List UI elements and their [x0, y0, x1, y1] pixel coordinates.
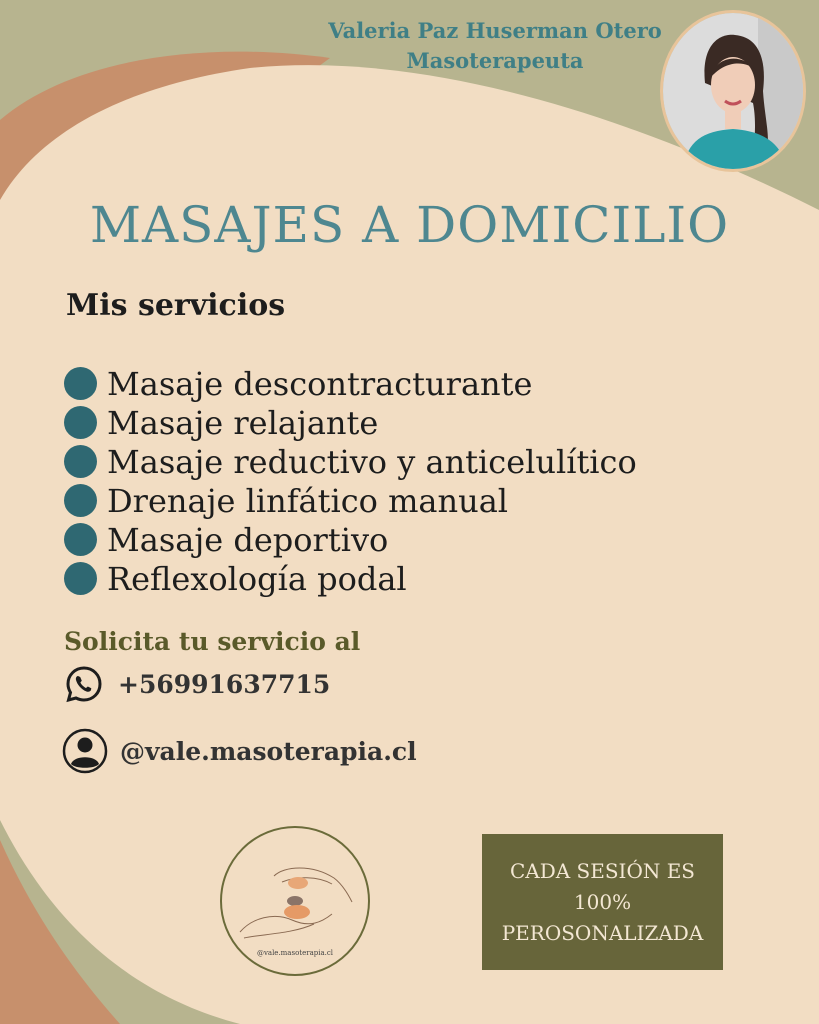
therapist-role: Masoterapeuta [406, 48, 584, 73]
personalized-badge [482, 834, 723, 970]
services-list [64, 364, 637, 598]
badge-line: 100% [573, 889, 632, 914]
bullet-icon [64, 523, 97, 556]
social-handle: @vale.masoterapia.cl [120, 736, 417, 766]
brand-logo [220, 826, 370, 976]
bullet-icon [64, 484, 97, 517]
service-item [64, 403, 637, 442]
therapist-name: Valeria Paz Huserman Otero [328, 18, 662, 43]
bullet-icon [64, 562, 97, 595]
bullet-icon [64, 406, 97, 439]
user-icon [62, 728, 108, 774]
profile-photo [660, 10, 806, 172]
bullet-icon [64, 445, 97, 478]
service-item [64, 364, 637, 403]
portrait-illustration [663, 13, 803, 169]
logo-handle: @vale.masoterapia.cl [256, 949, 334, 957]
service-item [64, 481, 637, 520]
phone-contact[interactable] [64, 664, 330, 704]
bullet-icon [64, 367, 97, 400]
service-item [64, 559, 637, 598]
header-block [300, 16, 690, 76]
service-item [64, 442, 637, 481]
page-title: MASAJES A DOMICILIO [89, 196, 730, 254]
badge-line: PEROSONALIZADA [501, 920, 704, 945]
services-heading: Mis servicios [66, 288, 286, 323]
phone-number: +56991637715 [118, 669, 331, 699]
whatsapp-icon [64, 664, 104, 704]
social-contact[interactable] [62, 728, 417, 774]
service-label: Drenaje linfático manual [107, 481, 509, 520]
service-label: Masaje reductivo y anticelulítico [107, 442, 637, 481]
badge-line: CADA SESIÓN ES [509, 858, 696, 883]
service-label: Reflexología podal [107, 559, 407, 598]
service-item [64, 520, 637, 559]
service-label: Masaje descontracturante [107, 364, 533, 403]
service-label: Masaje relajante [107, 403, 379, 442]
service-label: Masaje deportivo [107, 520, 389, 559]
contact-cta: Solicita tu servicio al [64, 627, 361, 656]
